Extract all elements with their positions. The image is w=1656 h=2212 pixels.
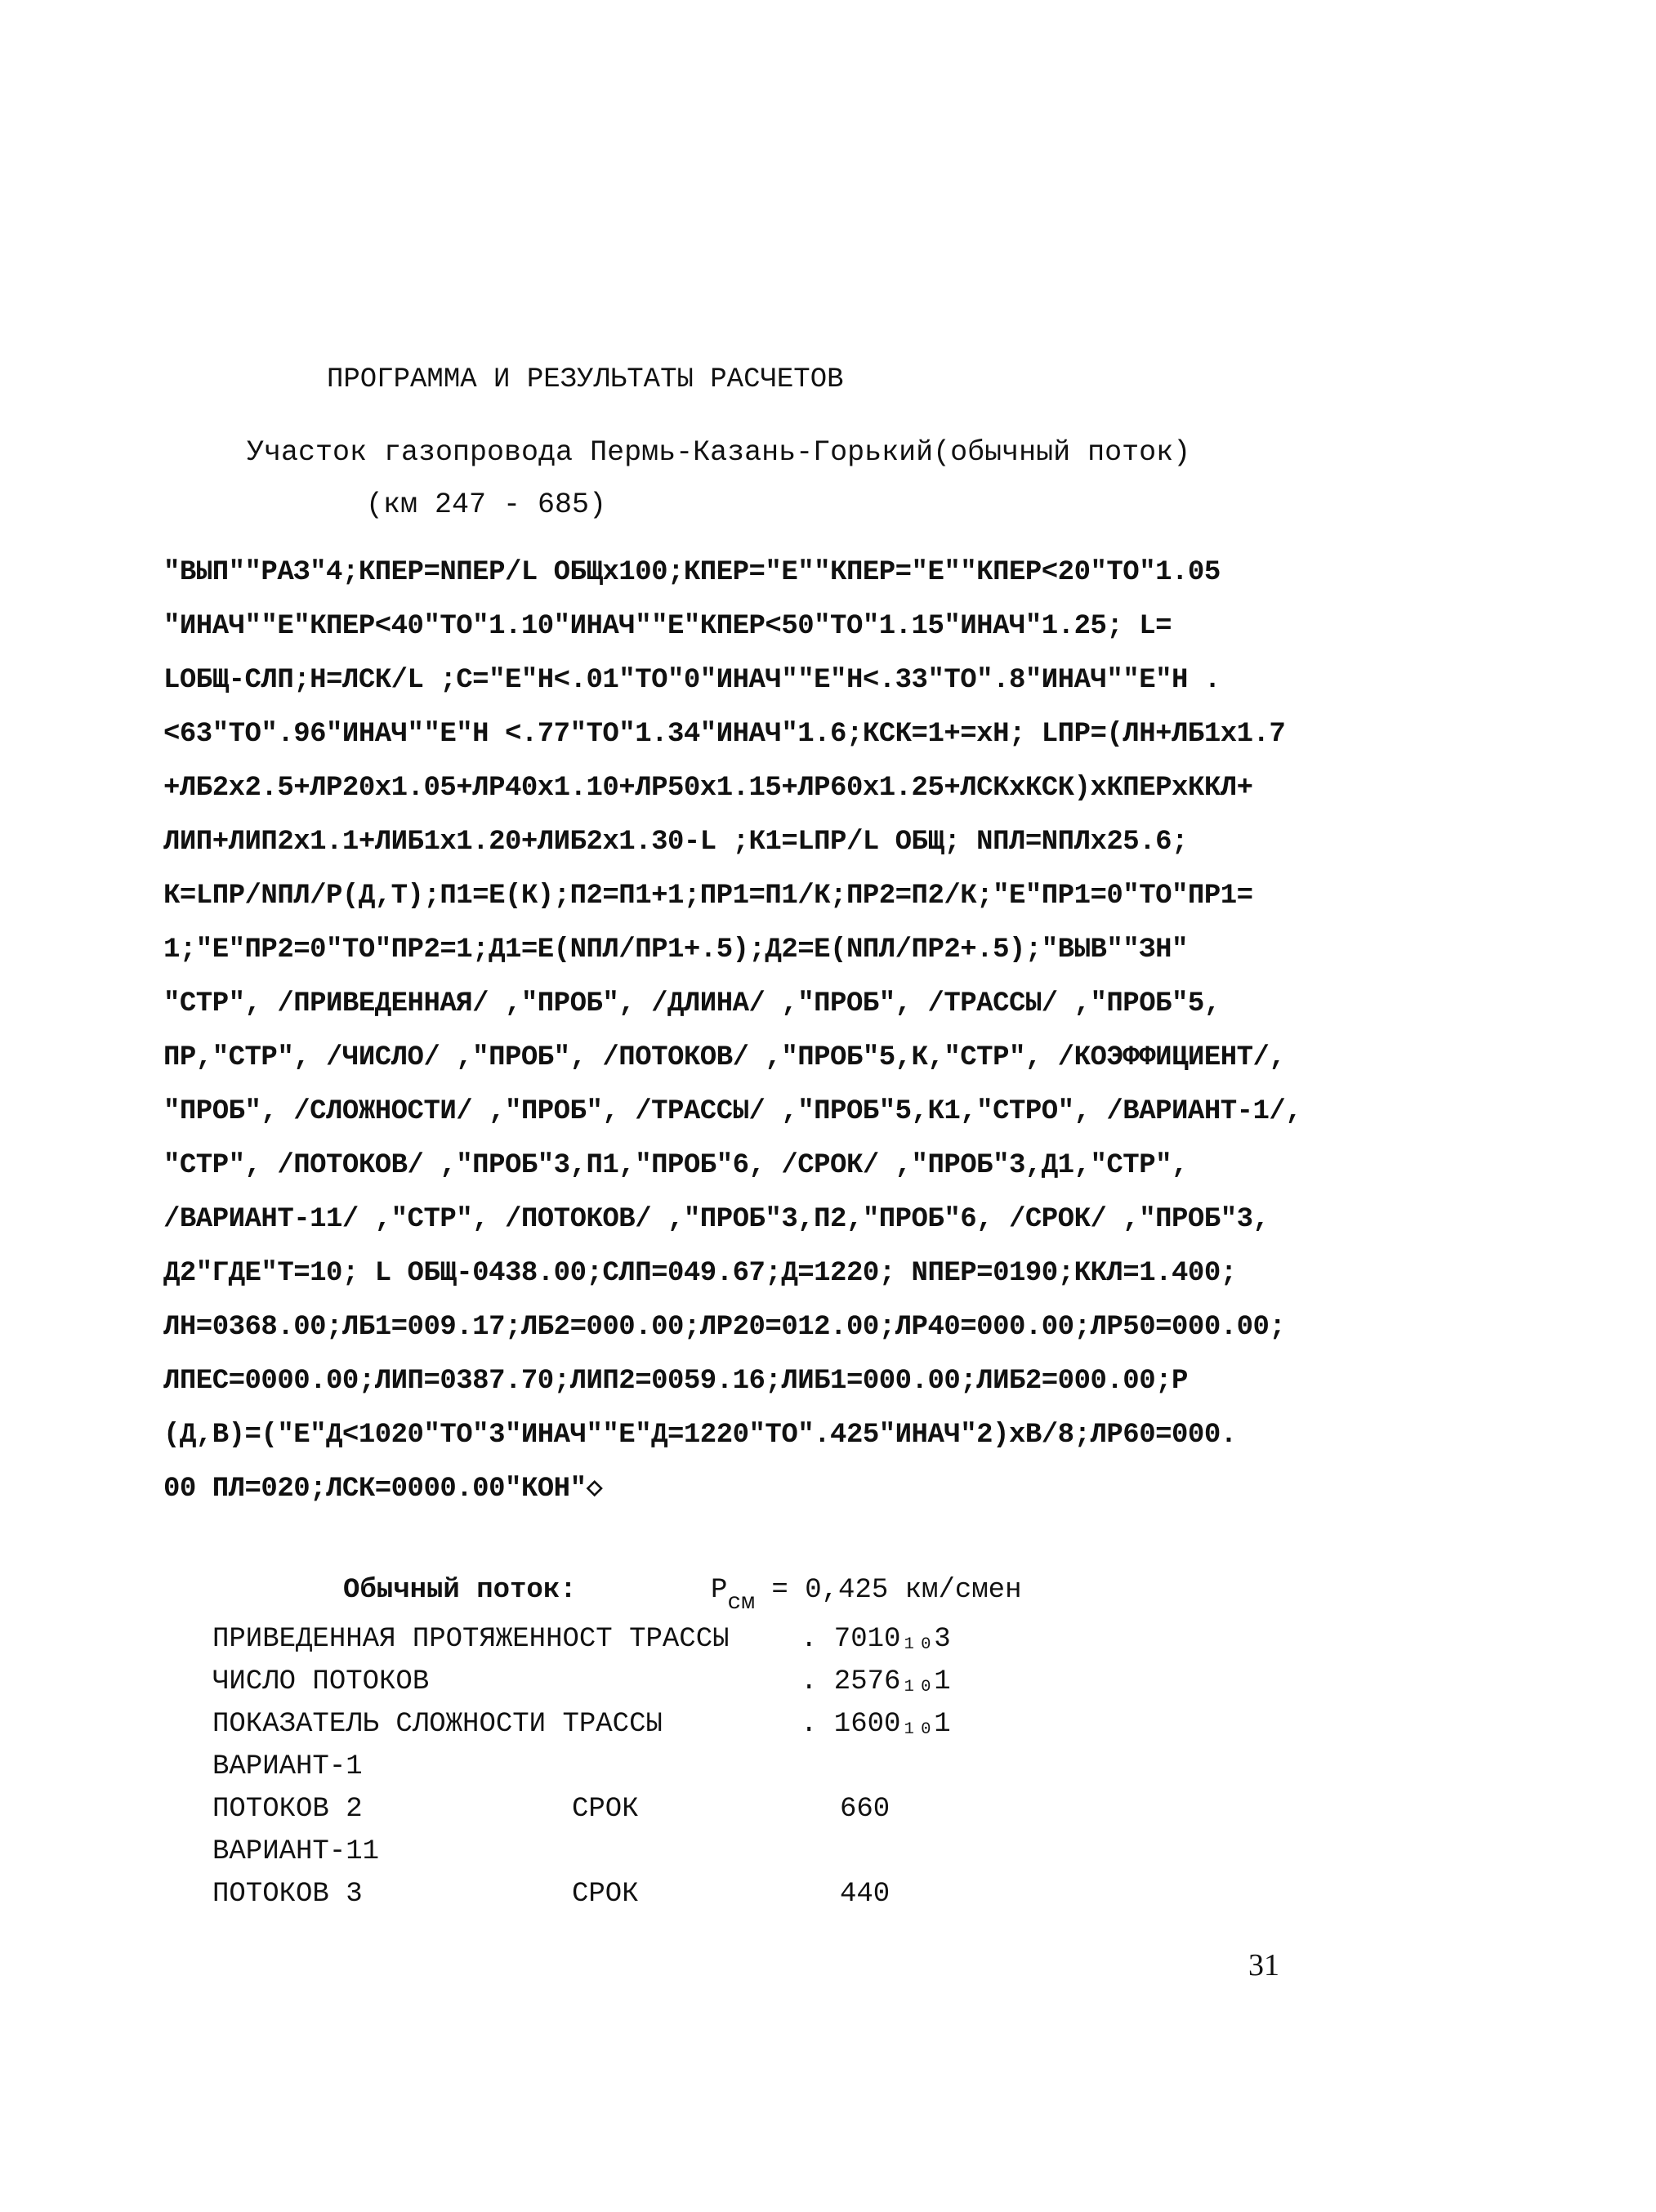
result-value: . 1600₁₀1 [801,1709,951,1740]
program-line: "ПРОБ", /СЛОЖНОСТИ/ ,"ПРОБ", /ТРАССЫ/ ,"ПРОБ"5,К1,"СТРО", /ВАРИАНТ-1/, [163,1096,1302,1127]
result-row [212,1751,1356,1794]
program-line: ПР,"СТР", /ЧИСЛО/ ,"ПРОБ", /ПОТОКОВ/ ,"ПРОБ"5,К,"СТР", /КОЭФФИЦИЕНТ/, [163,1042,1286,1073]
result-label: ПОТОКОВ 2 [212,1794,363,1825]
flow-rate-symbol: P [711,1575,728,1606]
result-row [212,1794,1356,1836]
result-term: СРОК [572,1794,639,1825]
result-row [212,1879,1356,1921]
result-value: . 7010₁₀3 [801,1624,951,1655]
program-line: К=LПР/NПЛ/Р(Д,Т);П1=Е(К);П2=П1+1;ПР1=П1/К;ПР2=П2/К;"Е"ПР1=0"ТО"ПР1= [163,881,1253,912]
result-label: ПОКАЗАТЕЛЬ СЛОЖНОСТИ ТРАССЫ [212,1709,663,1740]
result-term: СРОК [572,1879,639,1910]
program-line: ЛПЕС=0000.00;ЛИП=0387.70;ЛИП2=0059.16;ЛИБ1=000.00;ЛИБ2=000.00;Р [163,1366,1188,1397]
program-line: 1;"Е"ПР2=0"ТО"ПР2=1;Д1=Е(NПЛ/ПР1+.5);Д2=Е(NПЛ/ПР2+.5);"ВЫВ""ЗН" [163,934,1188,966]
program-line: 00 ПЛ=020;ЛСК=0000.00"КОН"◇ [163,1474,603,1505]
program-line: "СТР", /ПРИВЕДЕННАЯ/ ,"ПРОБ", /ДЛИНА/ ,"ПРОБ", /ТРАССЫ/ ,"ПРОБ"5, [163,988,1221,1019]
result-term-value: 440 [840,1879,890,1910]
program-line: ЛН=0368.00;ЛБ1=009.17;ЛБ2=000.00;ЛР20=012.00;ЛР40=000.00;ЛР50=000.00; [163,1312,1286,1343]
program-line: <63"ТО".96"ИНАЧ""Е"Н <.77"ТО"1.34"ИНАЧ"1.6;КСК=1+=хН; LПР=(ЛН+ЛБ1х1.7 [163,719,1286,750]
program-line: "ВЫП""РАЗ"4;КПЕР=NПЕР/L ОБЩх100;КПЕР="Е""КПЕР="Е""КПЕР<20"ТО"1.05 [163,557,1221,588]
program-line: /ВАРИАНТ-11/ ,"СТР", /ПОТОКОВ/ ,"ПРОБ"3,П2,"ПРОБ"6, /СРОК/ ,"ПРОБ"3, [163,1204,1270,1235]
result-row [212,1624,1356,1666]
program-line: ЛИП+ЛИП2х1.1+ЛИБ1х1.20+ЛИБ2х1.30-L ;К1=LПР/L ОБЩ; NПЛ=NПЛх25.6; [163,827,1188,858]
flow-row [343,1575,1356,1624]
page-number: 31 [1248,1948,1279,1982]
result-row [212,1836,1356,1879]
program-line: Д2"ГДЕ"Т=10; L ОБЩ-0438.00;СЛП=049.67;Д=1220; NПЕР=0190;ККЛ=1.400; [163,1258,1237,1289]
program-listing [163,546,1503,1516]
program-line: (Д,В)=("Е"Д<1020"ТО"3"ИНАЧ""Е"Д=1220"ТО".425"ИНАЧ"2)хВ/8;ЛР60=000. [163,1420,1237,1451]
result-row [212,1709,1356,1751]
result-row [212,1666,1356,1709]
page-heading: ПРОГРАММА И РЕЗУЛЬТАТЫ РАСЧЕТОВ [327,364,844,395]
result-value: . 2576₁₀1 [801,1666,951,1697]
result-label: ВАРИАНТ-11 [212,1836,380,1867]
program-line: "СТР", /ПОТОКОВ/ ,"ПРОБ"3,П1,"ПРОБ"6, /СРОК/ ,"ПРОБ"3,Д1,"СТР", [163,1150,1188,1181]
results-block [212,1575,1356,1921]
flow-rate-value: = 0,425 км/смен [771,1575,1022,1606]
flow-rate [711,1575,1022,1616]
flow-rate-subscript: см [727,1590,756,1616]
flow-label: Обычный поток: [343,1575,577,1606]
result-label: ПОТОКОВ 3 [212,1879,363,1910]
result-label: ВАРИАНТ-1 [212,1751,363,1782]
result-term-value: 660 [840,1794,890,1825]
program-line: "ИНАЧ""Е"КПЕР<40"ТО"1.10"ИНАЧ""Е"КПЕР<50"ТО"1.15"ИНАЧ"1.25; L= [163,611,1172,642]
section-subheading: Участок газопровода Пермь-Казань-Горький(обычный поток) [247,436,1191,469]
result-label: ПРИВЕДЕННАЯ ПРОТЯЖЕННОСТ ТРАССЫ [212,1624,730,1655]
result-label: ЧИСЛО ПОТОКОВ [212,1666,430,1697]
program-line: LОБЩ-СЛП;Н=ЛСК/L ;С="Е"Н<.01"ТО"0"ИНАЧ""Е"Н<.33"ТО".8"ИНАЧ""Е"Н . [163,665,1221,696]
km-range: (км 247 - 685) [366,488,607,521]
program-line: +ЛБ2х2.5+ЛР20х1.05+ЛР40х1.10+ЛР50х1.15+ЛР60х1.25+ЛСКхКСК)хКПЕРхККЛ+ [163,773,1253,804]
